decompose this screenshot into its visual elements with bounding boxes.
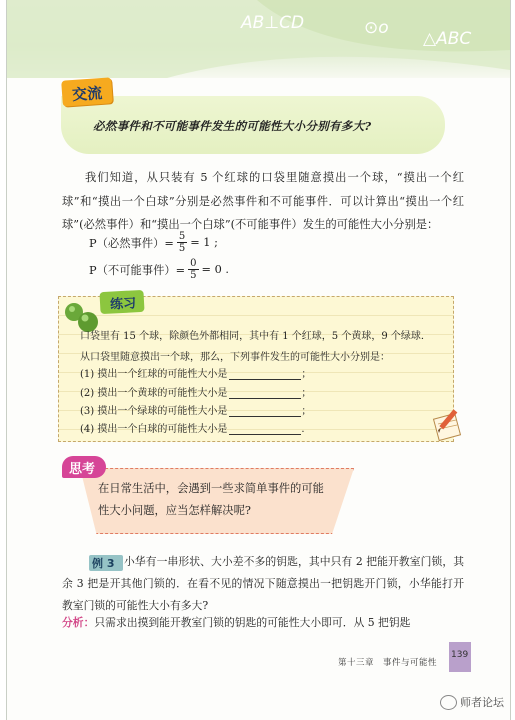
chat-bubble-icon [440, 695, 457, 710]
exercise-item [80, 365, 311, 380]
formula-impossible [89, 258, 229, 281]
answer-blank[interactable] [229, 423, 301, 435]
example-text: 小华有一串形状、大小差不多的钥匙，其中只有 2 把能开教室门锁，其余 3 把是开其他门锁的．在看不见的情况下随意摸出一把钥匙开门锁，小华能打开教室门锁的可能性大小有多大? [62, 555, 464, 612]
page-number-tab [449, 642, 471, 672]
exercise-badge [99, 290, 144, 314]
notebook-pencil-icon [432, 406, 464, 442]
formula-certain-left: P（必然事件）= [89, 236, 174, 250]
exercise-item-text: (4) 摸出一个白球的可能性大小是 [80, 424, 228, 435]
fraction-denominator: 5 [178, 243, 186, 254]
analysis-paragraph [62, 612, 472, 634]
exercise-item-end: ； [301, 369, 312, 380]
exercise-item [80, 384, 311, 399]
formula-impossible-left: P（不可能事件）= [89, 263, 186, 277]
answer-blank[interactable] [229, 405, 301, 417]
answer-blank[interactable] [229, 368, 301, 380]
exercise-item-end: ； [301, 406, 312, 417]
top-banner [7, 0, 510, 78]
banner-graphic [7, 0, 510, 78]
exercise-item [80, 402, 311, 417]
fraction-denominator: 5 [190, 270, 197, 281]
thinking-badge [62, 456, 106, 478]
analysis-text: 只需求出摸到能开教室门锁的钥匙的可能性大小即可．从 5 把钥匙 [94, 616, 411, 629]
exchange-badge [61, 77, 113, 106]
exercise-line-2: 从口袋里随意摸出一个球，那么，下列事件发生的可能性大小分别是： [80, 352, 390, 363]
exchange-badge-label: 交流 [71, 83, 103, 105]
banner-text-right: △ABC [423, 29, 472, 49]
exercise-item-end: . [301, 424, 305, 435]
banner-text-mid: ⊙o [364, 18, 389, 38]
analysis-label: 分析： [62, 616, 95, 629]
page-number: 139 [451, 650, 469, 660]
exercise-line-1: 口袋里有 15 个球，除颜色外都相同，其中有 1 个红球，5 个黄球，9 个绿球． [80, 331, 431, 342]
exercise-item-text: (3) 摸出一个绿球的可能性大小是 [80, 406, 228, 417]
exercise-item-end: ； [301, 388, 312, 399]
watermark-text: 师者论坛 [460, 696, 504, 709]
fraction-numerator: 5 [178, 231, 186, 242]
body-paragraph: 我们知道，从只装有 5 个红球的口袋里随意摸出一个球，“摸出一个红球”和“摸出一个白球”分别是必然事件和不可能事件．可以计算出“摸出一个红球”(必然事件）和“摸出一个白球”(不可能事件）发生的可能性大小分别是： [62, 171, 464, 231]
fraction [188, 258, 198, 281]
exercise-item-text: (1) 摸出一个红球的可能性大小是 [80, 369, 228, 380]
example-badge-label: 例 3 [92, 557, 115, 570]
exercise-item [80, 420, 305, 435]
fraction-numerator: 0 [190, 258, 197, 269]
thinking-badge-label: 思考 [69, 462, 96, 477]
answer-blank[interactable] [229, 387, 301, 399]
example-badge [89, 555, 123, 571]
formula-certain [89, 231, 218, 254]
formula-impossible-right: = 0 . [201, 263, 229, 276]
chapter-title: 第十三章 事件与可能性 [338, 658, 438, 668]
exercise-item-text: (2) 摸出一个黄球的可能性大小是 [80, 388, 228, 399]
formula-certain-right: = 1 ; [190, 236, 218, 249]
watermark [440, 694, 504, 710]
fraction [177, 231, 187, 254]
banner-text-left: AB⊥CD [241, 13, 305, 33]
exercise-badge-label: 练习 [109, 296, 137, 313]
thinking-text: 在日常生活中，会遇到一些求简单事件的可能性大小问题，应当怎样解决呢? [98, 482, 324, 517]
exchange-question: 必然事件和不可能事件发生的可能性大小分别有多大? [93, 119, 372, 133]
